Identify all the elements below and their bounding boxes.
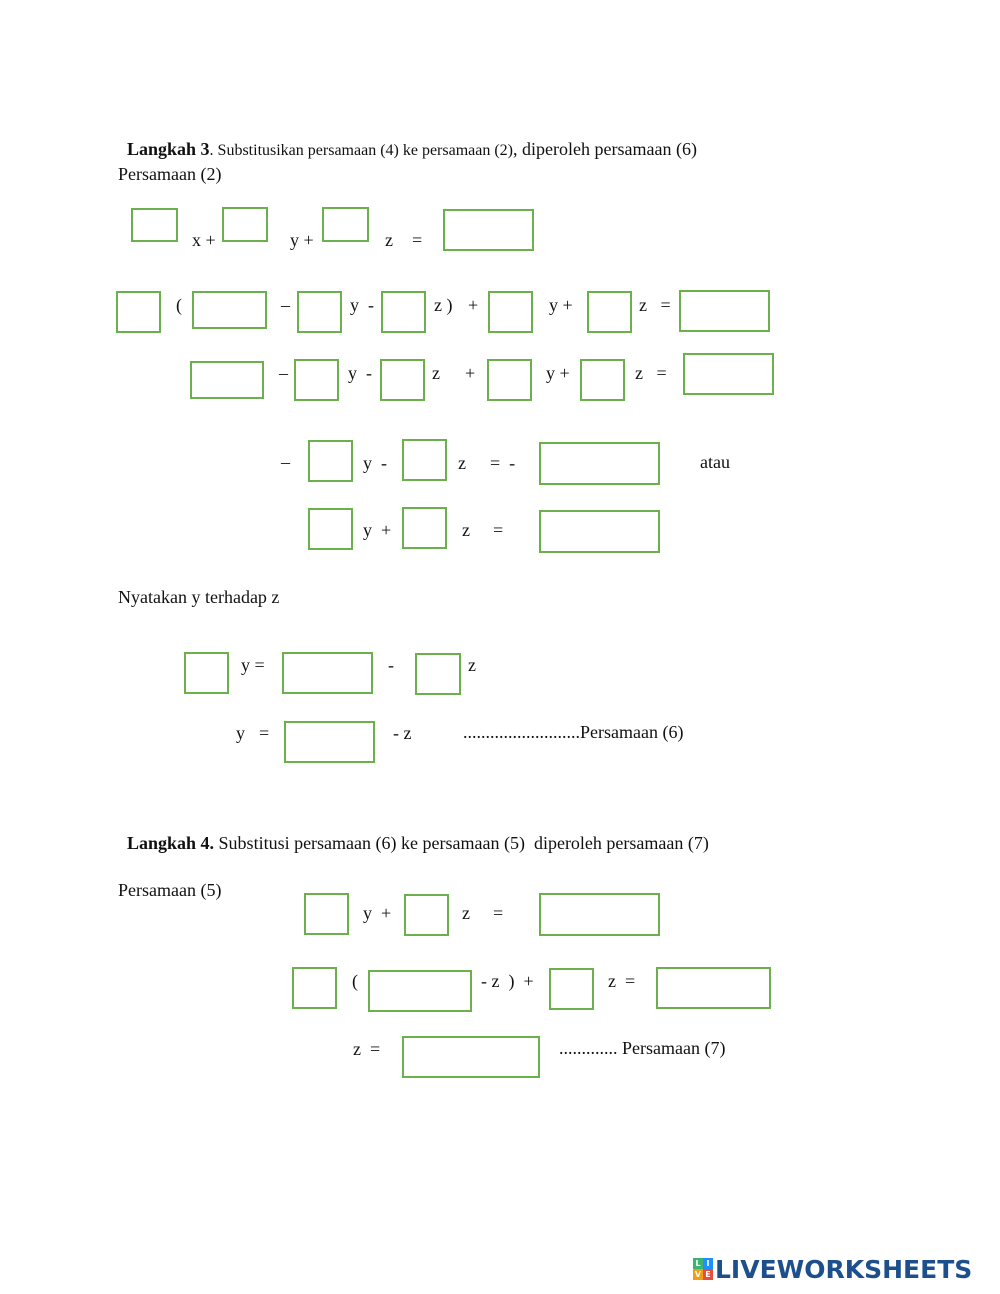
answer-box[interactable] bbox=[294, 359, 339, 401]
answer-box[interactable] bbox=[308, 440, 353, 482]
answer-box[interactable] bbox=[402, 439, 447, 481]
z-text: z bbox=[458, 453, 466, 473]
y-plus-text: y + bbox=[363, 520, 392, 540]
z-text: z bbox=[462, 903, 470, 923]
minus-text: – bbox=[279, 363, 288, 383]
z-equals-text: z = bbox=[635, 363, 667, 383]
plus-text: + bbox=[465, 363, 476, 383]
answer-box[interactable] bbox=[487, 359, 532, 401]
answer-box[interactable] bbox=[443, 209, 534, 251]
answer-box[interactable] bbox=[415, 653, 461, 695]
atau-text: atau bbox=[700, 452, 730, 472]
step4-heading-bold: Langkah 4. bbox=[127, 833, 215, 853]
y-plus-text: y + bbox=[546, 363, 570, 383]
minus-text: – bbox=[281, 452, 290, 472]
express-y-label: Nyatakan y terhadap z bbox=[118, 587, 280, 607]
answer-box[interactable] bbox=[222, 207, 268, 242]
z-equals-text: z = bbox=[608, 971, 636, 991]
step3-heading-bold: Langkah 3 bbox=[127, 139, 210, 159]
logo-letter: E bbox=[703, 1269, 713, 1280]
answer-box[interactable] bbox=[308, 508, 353, 550]
left-paren-text: ( bbox=[352, 971, 358, 991]
step4-heading-rest: Substitusi persamaan (6) ke persamaan (5) diperoleh persamaan (7) bbox=[214, 833, 709, 853]
step3-heading-rest: , diperoleh persamaan (6) bbox=[513, 139, 697, 159]
minus-text: - bbox=[388, 655, 394, 675]
logo-letter: I bbox=[703, 1258, 713, 1269]
minus-z-paren-plus-text: - z ) + bbox=[481, 971, 534, 991]
answer-box[interactable] bbox=[580, 359, 625, 401]
y-text: y bbox=[236, 723, 245, 743]
equals-text: = bbox=[493, 903, 504, 923]
answer-box[interactable] bbox=[192, 291, 267, 329]
answer-box[interactable] bbox=[184, 652, 229, 694]
liveworksheets-logo bbox=[693, 1256, 972, 1282]
x-plus-text: x + bbox=[192, 230, 216, 250]
z-text: z bbox=[468, 655, 476, 675]
answer-box[interactable] bbox=[587, 291, 632, 333]
answer-box[interactable] bbox=[282, 652, 373, 694]
answer-box[interactable] bbox=[549, 968, 594, 1010]
answer-box[interactable] bbox=[116, 291, 161, 333]
y-plus-text: y + bbox=[290, 230, 314, 250]
equals-text: = bbox=[412, 230, 423, 250]
equation-5-label: Persamaan (5) bbox=[118, 880, 222, 900]
step3-heading-small: . Substitusikan persamaan (4) ke persamaan (2) bbox=[209, 142, 514, 159]
answer-box[interactable] bbox=[683, 353, 774, 395]
answer-box[interactable] bbox=[190, 361, 264, 399]
answer-box[interactable] bbox=[380, 359, 425, 401]
minus-text: – bbox=[281, 295, 290, 315]
z-equals-text: z = bbox=[639, 295, 671, 315]
answer-box[interactable] bbox=[402, 507, 447, 549]
logo-letter: L bbox=[693, 1258, 703, 1269]
z-right-paren-text: z ) bbox=[434, 295, 453, 315]
answer-box[interactable] bbox=[381, 291, 426, 333]
y-minus-text: y - bbox=[363, 453, 387, 473]
equals-text: = bbox=[259, 723, 270, 743]
z-equals-text: z = bbox=[353, 1039, 381, 1059]
equation-7-tag: ............. Persamaan (7) bbox=[559, 1038, 726, 1058]
z-text: z bbox=[432, 363, 440, 383]
step3-heading bbox=[118, 119, 697, 161]
answer-box[interactable] bbox=[488, 291, 533, 333]
answer-box[interactable] bbox=[539, 442, 660, 485]
left-paren-text: ( bbox=[176, 295, 182, 315]
y-minus-text: y - bbox=[350, 295, 374, 315]
answer-box[interactable] bbox=[292, 967, 337, 1009]
equals-text: = bbox=[493, 520, 504, 540]
y-plus-text: y + bbox=[549, 295, 573, 315]
step4-heading bbox=[118, 813, 709, 853]
z-text: z bbox=[462, 520, 470, 540]
y-plus-text: y + bbox=[363, 903, 392, 923]
plus-text: + bbox=[468, 295, 479, 315]
equation-6-tag: ..........................Persamaan (6) bbox=[463, 722, 684, 742]
answer-box[interactable] bbox=[402, 1036, 540, 1078]
answer-box[interactable] bbox=[404, 894, 449, 936]
minus-z-text: - z bbox=[393, 723, 412, 743]
answer-box[interactable] bbox=[284, 721, 375, 763]
answer-box[interactable] bbox=[539, 893, 660, 936]
logo-mark-icon bbox=[693, 1258, 713, 1280]
answer-box[interactable] bbox=[656, 967, 771, 1009]
y-equals-text: y = bbox=[241, 655, 265, 675]
answer-box[interactable] bbox=[304, 893, 349, 935]
answer-box[interactable] bbox=[322, 207, 369, 242]
answer-box[interactable] bbox=[131, 208, 178, 242]
z-text: z bbox=[385, 230, 393, 250]
equals-minus-text: = - bbox=[490, 453, 516, 473]
y-minus-text: y - bbox=[348, 363, 372, 383]
answer-box[interactable] bbox=[539, 510, 660, 553]
logo-letter: V bbox=[694, 1270, 702, 1279]
answer-box[interactable] bbox=[368, 970, 472, 1012]
equation-2-label: Persamaan (2) bbox=[118, 164, 222, 184]
answer-box[interactable] bbox=[297, 291, 342, 333]
answer-box[interactable] bbox=[679, 290, 770, 332]
logo-text: LIVEWORKSHEETS bbox=[715, 1254, 973, 1284]
